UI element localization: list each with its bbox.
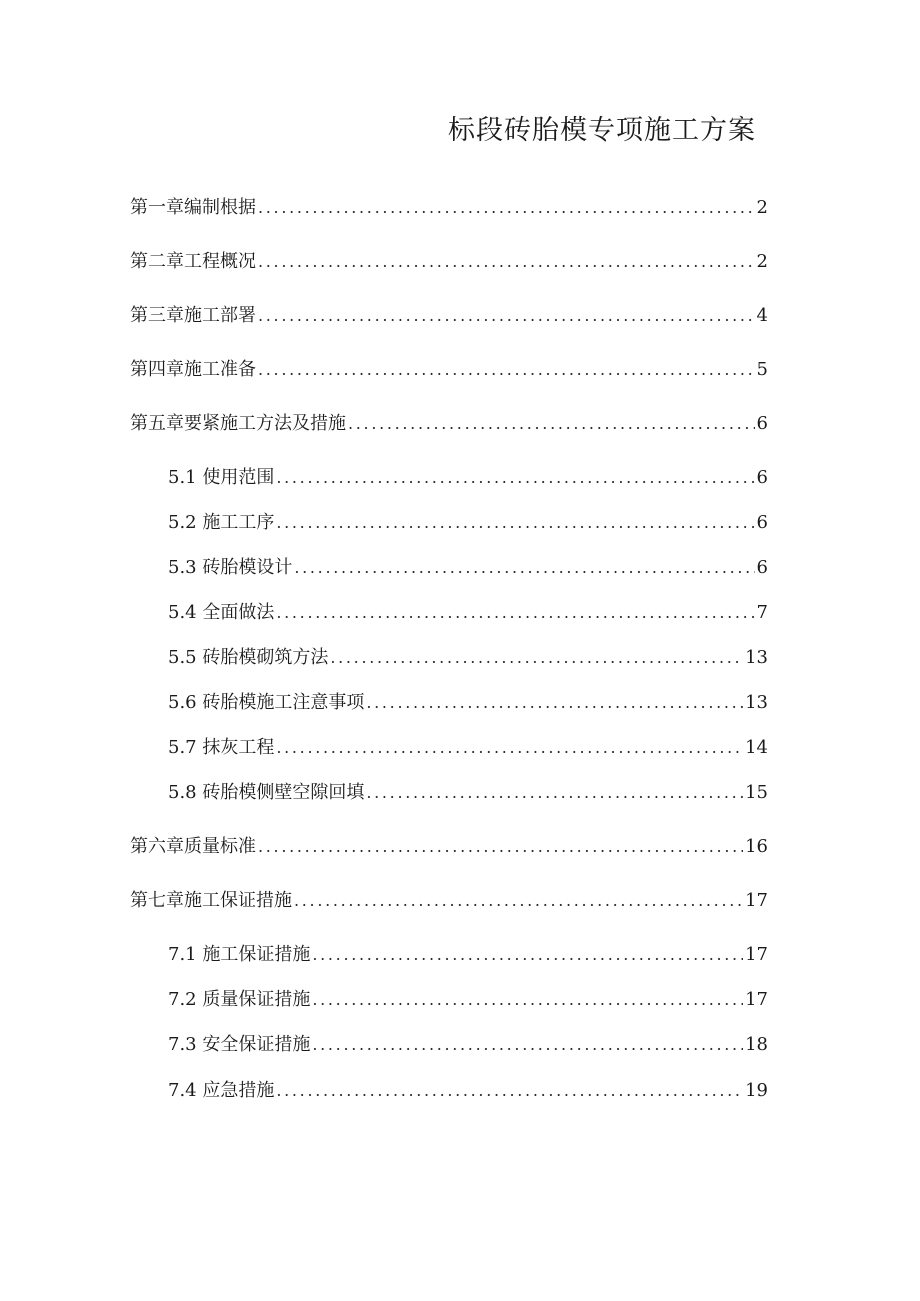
toc-leader-dots xyxy=(366,783,743,802)
toc-entry-section-5-7[interactable] xyxy=(168,733,768,761)
toc-leader-dots xyxy=(312,990,743,1009)
toc-entry-page: 17 xyxy=(745,989,768,1010)
toc-entry-page: 17 xyxy=(745,890,768,911)
toc-leader-dots xyxy=(258,837,743,856)
toc-entry-section-7-1[interactable] xyxy=(168,940,768,968)
toc-leader-dots xyxy=(258,306,755,325)
toc-entry-label: 第六章质量标准 xyxy=(130,836,256,857)
toc-leader-dots xyxy=(276,1081,743,1100)
toc-entry-label: 5.3 砖胎模设计 xyxy=(168,557,293,578)
toc-entry-page: 6 xyxy=(756,512,768,533)
toc-entry-label: 5.8 砖胎模侧壁空隙回填 xyxy=(168,782,365,803)
toc-entry-chapter-1[interactable] xyxy=(130,193,768,221)
toc-entry-page: 17 xyxy=(745,944,768,965)
toc-entry-label: 5.7 抹灰工程 xyxy=(168,737,275,758)
toc-entry-label: 5.2 施工工序 xyxy=(168,512,275,533)
toc-entry-label: 7.3 安全保证措施 xyxy=(168,1034,311,1055)
toc-leader-dots xyxy=(312,945,743,964)
toc-leader-dots xyxy=(276,513,754,532)
toc-entry-page: 18 xyxy=(745,1034,768,1055)
toc-entry-section-7-2[interactable] xyxy=(168,985,768,1013)
toc-entry-page: 4 xyxy=(756,305,768,326)
toc-entry-page: 13 xyxy=(745,647,768,668)
toc-entry-chapter-4[interactable] xyxy=(130,355,768,383)
toc-entry-chapter-3[interactable] xyxy=(130,301,768,329)
toc-entry-label: 第一章编制根据 xyxy=(130,197,256,218)
toc-entry-page: 6 xyxy=(756,467,768,488)
toc-entry-label: 第二章工程概况 xyxy=(130,251,256,272)
toc-leader-dots xyxy=(276,603,754,622)
toc-leader-dots xyxy=(294,558,754,577)
toc-entry-label: 第四章施工准备 xyxy=(130,359,256,380)
toc-leader-dots xyxy=(258,360,755,379)
toc-entry-chapter-2[interactable] xyxy=(130,247,768,275)
toc-leader-dots xyxy=(294,891,743,910)
toc-leader-dots xyxy=(348,414,755,433)
toc-entry-page: 15 xyxy=(745,782,768,803)
toc-entry-label: 5.5 砖胎模砌筑方法 xyxy=(168,647,329,668)
toc-entry-page: 6 xyxy=(756,413,768,434)
toc-leader-dots xyxy=(312,1035,743,1054)
toc-leader-dots xyxy=(258,198,755,217)
toc-leader-dots xyxy=(258,252,755,271)
toc-entry-page: 2 xyxy=(756,197,768,218)
toc-entry-section-5-8[interactable] xyxy=(168,778,768,806)
toc-entry-label: 5.1 使用范围 xyxy=(168,467,275,488)
toc-entry-label: 第五章要紧施工方法及措施 xyxy=(130,413,346,434)
toc-entry-label: 第七章施工保证措施 xyxy=(130,890,292,911)
toc-entry-section-5-1[interactable] xyxy=(168,463,768,491)
toc-leader-dots xyxy=(276,738,743,757)
toc-entry-section-5-2[interactable] xyxy=(168,508,768,536)
toc-entry-label: 7.1 施工保证措施 xyxy=(168,944,311,965)
toc-entry-section-5-4[interactable] xyxy=(168,598,768,626)
toc-entry-section-5-6[interactable] xyxy=(168,688,768,716)
document-title: 标段砖胎模专项施工方案 xyxy=(448,115,756,146)
toc-entry-chapter-6[interactable] xyxy=(130,832,768,860)
toc-entry-page: 13 xyxy=(745,692,768,713)
toc-entry-page: 6 xyxy=(756,557,768,578)
toc-leader-dots xyxy=(330,648,743,667)
toc-entry-page: 16 xyxy=(745,836,768,857)
toc-entry-section-5-5[interactable] xyxy=(168,643,768,671)
toc-entry-section-7-4[interactable] xyxy=(168,1076,768,1104)
toc-entry-label: 5.4 全面做法 xyxy=(168,602,275,623)
toc-entry-page: 5 xyxy=(756,359,768,380)
toc-entry-page: 14 xyxy=(745,737,768,758)
toc-entry-label: 7.4 应急措施 xyxy=(168,1080,275,1101)
toc-entry-label: 5.6 砖胎模施工注意事项 xyxy=(168,692,365,713)
toc-entry-chapter-7[interactable] xyxy=(130,886,768,914)
toc-leader-dots xyxy=(366,693,743,712)
toc-leader-dots xyxy=(276,468,754,487)
toc-entry-section-7-3[interactable] xyxy=(168,1030,768,1058)
toc-entry-label: 第三章施工部署 xyxy=(130,305,256,326)
toc-entry-page: 2 xyxy=(756,251,768,272)
toc-entry-label: 7.2 质量保证措施 xyxy=(168,989,311,1010)
toc-entry-page: 19 xyxy=(745,1080,768,1101)
toc-entry-section-5-3[interactable] xyxy=(168,553,768,581)
toc-entry-chapter-5[interactable] xyxy=(130,409,768,437)
toc-entry-page: 7 xyxy=(756,602,768,623)
